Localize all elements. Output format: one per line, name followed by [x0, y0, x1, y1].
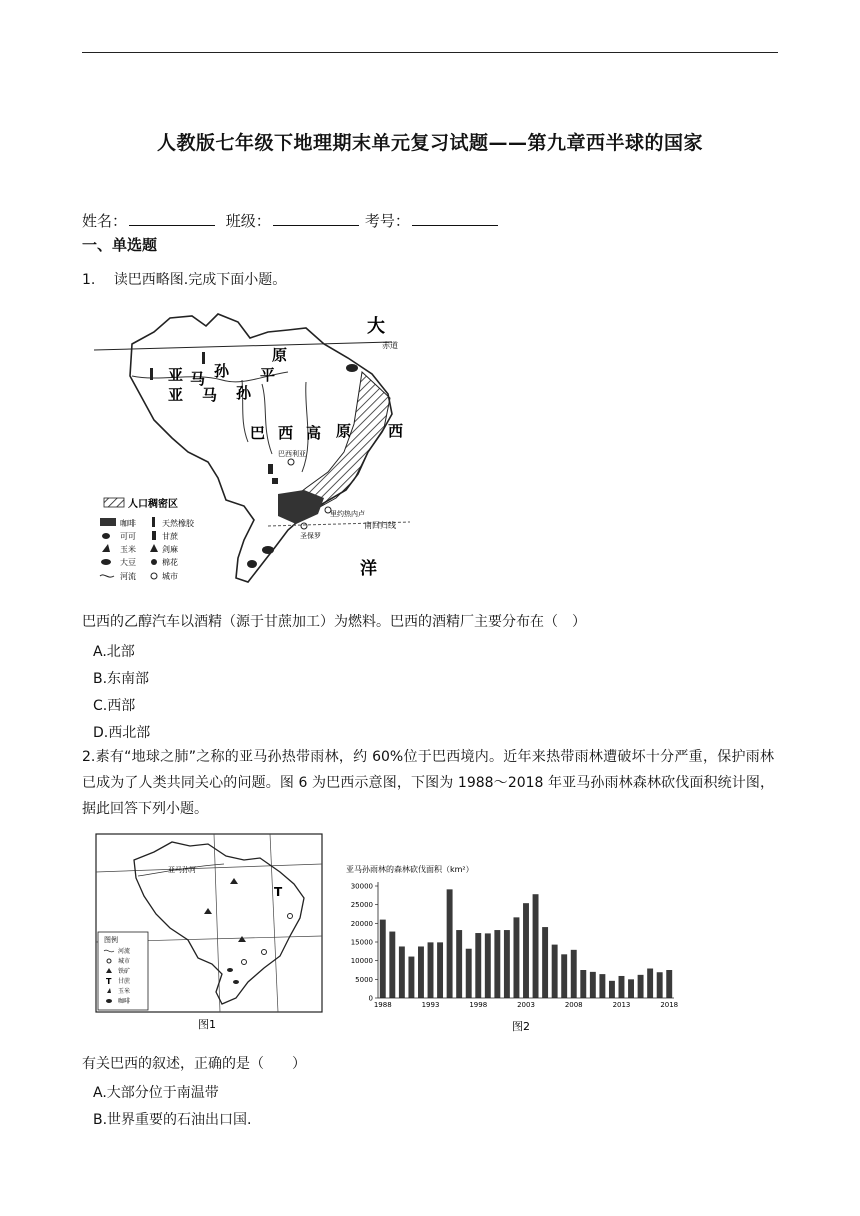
bar-1994 — [437, 942, 443, 998]
y-tick-label: 20000 — [350, 919, 373, 928]
q2-option-a[interactable]: A.大部分位于南温带 — [93, 1085, 219, 1101]
legend-dense-label: 人口稠密区 — [128, 499, 178, 510]
q1-option-c[interactable]: C.西部 — [93, 698, 136, 714]
bar-2008 — [571, 950, 577, 998]
class-label: 班级： — [225, 212, 271, 230]
coffee-legend-icon — [100, 518, 116, 526]
y-tick-label: 30000 — [350, 882, 373, 891]
bar-2014 — [628, 979, 634, 998]
coffee-legend-icon — [106, 999, 112, 1003]
header-rule — [82, 52, 778, 53]
brasilia-city-icon — [288, 459, 294, 465]
legend-item-sugarcane: 甘蔗 — [162, 532, 178, 541]
fig1-grid-line — [270, 834, 278, 1012]
soybean-icon — [262, 546, 274, 554]
y-tick-label: 10000 — [350, 957, 373, 966]
brazil-map-figure — [92, 302, 422, 592]
bar-2005 — [542, 927, 548, 998]
q1-option-d[interactable]: D.西北部 — [93, 725, 151, 741]
bar-1989 — [389, 932, 395, 998]
bars — [380, 889, 672, 998]
sugarcane-icon — [268, 464, 273, 474]
y-axis — [351, 882, 378, 1003]
q1-option-b[interactable]: B.东南部 — [93, 671, 150, 687]
brasilia-label: 巴西利亚 — [278, 450, 306, 458]
page-title: 人教版七年级下地理期末单元复习试题——第九章西半球的国家 — [156, 132, 703, 154]
x-tick-label: 2008 — [564, 1001, 583, 1009]
river-legend-icon — [100, 575, 114, 577]
rubber-icon — [150, 368, 153, 380]
amazon-label-7: 马 — [202, 386, 218, 404]
legend-item-soybean: 大豆 — [120, 558, 136, 567]
sugarcane-legend-icon — [152, 531, 156, 540]
y-tick-label: 0 — [368, 994, 373, 1003]
sugarcane-legend-icon: T — [106, 977, 112, 986]
cotton-legend-icon — [151, 559, 157, 565]
cacao-icon — [272, 478, 278, 484]
iron-ore-icon — [204, 908, 212, 914]
ocean-label-xi: 西 — [388, 422, 404, 440]
amazon-label-3: 孙 — [214, 362, 230, 380]
exam-blank[interactable] — [412, 211, 498, 226]
ocean-label-da: 大 — [367, 316, 385, 337]
crop-symbols — [150, 352, 358, 568]
bar-2003 — [523, 903, 529, 998]
city-icon — [262, 950, 267, 955]
rubber-legend-icon — [152, 517, 155, 527]
sisal-legend-icon — [150, 544, 158, 552]
bar-2018 — [666, 970, 672, 998]
city-legend-icon — [151, 573, 157, 579]
fig1-legend-city: 城市 — [118, 958, 131, 965]
legend-item-rubber: 天然橡胶 — [162, 519, 194, 528]
amazon-label-1: 亚 — [168, 366, 184, 384]
fig1-legend-coffee: 咖啡 — [118, 998, 131, 1005]
fig1-legend-iron: 铁矿 — [118, 968, 131, 975]
bar-1988 — [380, 920, 386, 998]
x-tick-label: 1998 — [469, 1001, 488, 1009]
exam-label: 考号： — [364, 212, 410, 230]
fig2-label: 图2 — [512, 1020, 530, 1033]
fig1-legend-corn: 玉米 — [118, 988, 131, 995]
coffee-icon — [233, 980, 239, 984]
y-tick-label: 15000 — [350, 938, 373, 947]
bar-2011 — [599, 974, 605, 998]
legend-dense-swatch — [104, 498, 124, 507]
bar-1997 — [466, 949, 472, 998]
bar-1995 — [447, 889, 453, 998]
map-legend — [100, 497, 195, 581]
legend-item-corn: 玉米 — [120, 545, 136, 554]
legend-item-cotton: 棉花 — [162, 558, 178, 567]
sugarcane-icon: T — [274, 885, 283, 899]
x-tick-label: 1993 — [421, 1001, 440, 1009]
section-heading: 一、单选题 — [82, 236, 158, 254]
class-blank[interactable] — [273, 211, 359, 226]
x-axis — [374, 998, 678, 1009]
name-blank[interactable] — [129, 211, 215, 226]
bar-1996 — [456, 930, 462, 998]
soybean-icon — [247, 560, 257, 568]
amazon-label-6: 亚 — [168, 386, 184, 404]
bar-2001 — [504, 930, 510, 998]
city-icon — [288, 914, 293, 919]
bar-2017 — [657, 972, 663, 998]
y-tick-label: 5000 — [355, 975, 373, 984]
cacao-icon — [346, 364, 358, 372]
bar-1999 — [485, 933, 491, 998]
q1-option-a[interactable]: A.北部 — [93, 644, 135, 660]
corn-legend-icon — [102, 544, 110, 552]
legend-item-sisal: 剑麻 — [162, 545, 178, 554]
river-branch — [262, 384, 272, 454]
amazon-label-8: 孙 — [236, 384, 252, 402]
bar-1991 — [408, 957, 414, 998]
bar-2013 — [619, 976, 625, 998]
city-icon — [242, 960, 247, 965]
legend-item-coffee: 咖啡 — [120, 519, 136, 528]
bar-1992 — [418, 946, 424, 998]
fig1-grid-line — [214, 834, 220, 1012]
amazon-label-2: 马 — [190, 370, 206, 388]
fig1-label: 图1 — [198, 1018, 216, 1031]
soybean-legend-icon — [101, 559, 111, 565]
iron-ore-icon — [230, 878, 238, 884]
plateau-label-3: 高 — [306, 424, 322, 442]
tropic-label: 南回归线 — [364, 521, 396, 530]
bar-1990 — [399, 946, 405, 998]
q1-sub-question: 巴西的乙醇汽车以酒精（源于甘蔗加工）为燃料。巴西的酒精厂主要分布在（ ） — [82, 614, 586, 630]
plateau-label-1: 巴 — [250, 424, 266, 442]
x-tick-label: 2003 — [517, 1001, 535, 1009]
bar-2015 — [638, 975, 644, 998]
equator-label: 赤道 — [382, 341, 398, 350]
sao-paulo-label: 圣保罗 — [300, 532, 321, 540]
legend-item-river: 河流 — [120, 572, 136, 581]
rio-label: 里约热内卢 — [330, 510, 365, 518]
sao-paulo-city-icon — [301, 523, 307, 529]
x-tick-label: 2013 — [612, 1001, 631, 1009]
fig1-river-label: 亚马孙河 — [168, 866, 196, 874]
legend-item-city: 城市 — [162, 572, 178, 581]
x-tick-label: 2018 — [660, 1001, 679, 1009]
q2-stem: 2.素有“地球之肺”之称的亚马孙热带雨林，约 60%位于巴西境内。近年来热带雨林遭破坏十分严重，保护雨林已成为了人类共同关心的问题。图 6 为巴西示意图，下图为 1988～2018 年亚马孙雨林森林砍伐面积统计图，据此回答下列小题。 — [82, 749, 774, 817]
fig1-legend-sugarcane: 甘蔗 — [118, 978, 131, 985]
rubber-icon — [202, 352, 205, 364]
bar-2000 — [494, 930, 500, 998]
q2-option-b[interactable]: B.世界重要的石油出口国. — [93, 1112, 252, 1128]
bar-2012 — [609, 981, 615, 998]
bar-2006 — [552, 945, 558, 998]
q1-stem: 1. 读巴西略图.完成下面小题。 — [82, 272, 287, 288]
student-info-row — [82, 210, 504, 231]
iron-ore-icon — [238, 936, 246, 942]
fig1-brazil-schematic — [94, 832, 326, 1034]
fig2-deforestation-chart — [336, 862, 680, 1034]
name-label: 姓名： — [82, 212, 128, 230]
bar-1998 — [475, 933, 481, 998]
plateau-label-4: 原 — [336, 422, 352, 440]
amazon-label-5: 原 — [272, 346, 288, 364]
equator-line — [94, 342, 392, 350]
cacao-legend-icon — [102, 533, 110, 539]
bar-2002 — [513, 917, 519, 998]
y-tick-label: 25000 — [350, 901, 373, 910]
bar-2007 — [561, 954, 567, 998]
bar-2009 — [580, 970, 586, 998]
x-tick-label: 1988 — [373, 1001, 392, 1009]
fig1-legend-river: 河流 — [118, 948, 131, 955]
fig1-legend-title: 图例 — [104, 936, 118, 944]
ocean-label-yang: 洋 — [360, 559, 377, 579]
bar-2004 — [533, 894, 539, 998]
bar-2016 — [647, 969, 653, 998]
coffee-icon — [227, 968, 233, 972]
chart-title: 亚马孙雨林的森林砍伐面积（km²） — [346, 865, 474, 874]
legend-item-cacao: 可可 — [120, 532, 136, 541]
bar-2010 — [590, 972, 596, 998]
bar-1993 — [428, 942, 434, 998]
q2-sub-question: 有关巴西的叙述，正确的是（ ） — [82, 1056, 306, 1072]
plateau-label-2: 西 — [278, 424, 294, 442]
amazon-label-4: 平 — [260, 366, 276, 384]
